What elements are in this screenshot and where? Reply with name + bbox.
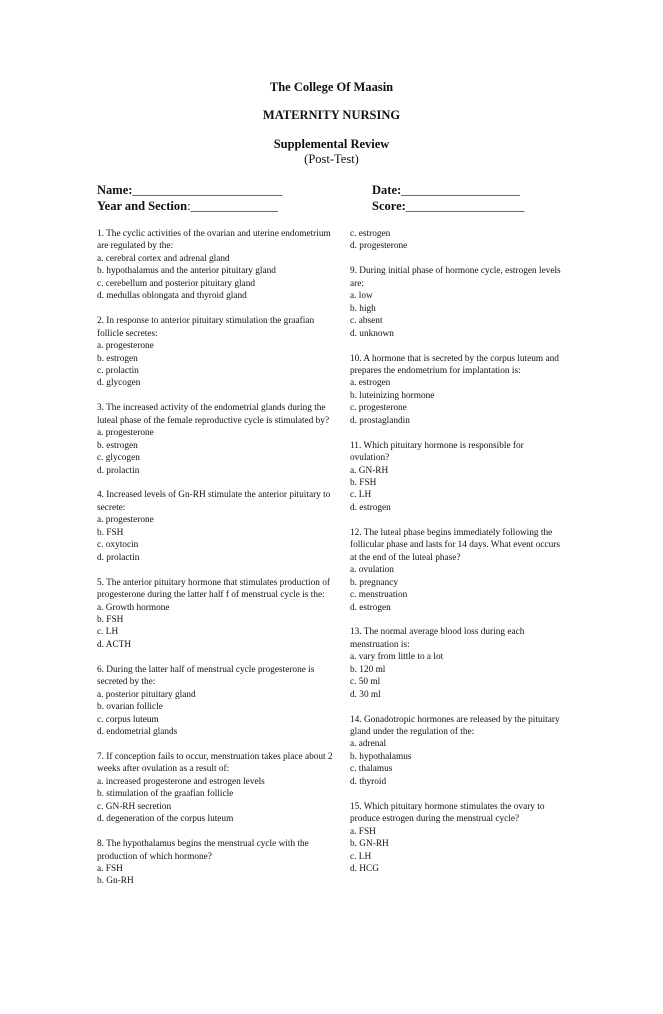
answer-choice: a. posterior pituitary gland <box>97 689 196 700</box>
name-line: ________________________ <box>132 183 283 197</box>
answer-choice: a. FSH <box>350 826 376 837</box>
answer-choice: b. estrogen <box>97 440 138 451</box>
answer-choice: c. 50 ml <box>350 677 381 688</box>
question-stem: 4. Increased levels of Gn-RH stimulate the anterior pituitary to secrete: <box>97 490 331 513</box>
answer-choice: d. medullas oblongata and thyroid gland <box>97 291 247 302</box>
question-stem: 10. A hormone that is secreted by the corpus luteum and prepares the endometrium for implantation is: <box>350 353 559 376</box>
document-title: Supplemental Review <box>273 137 390 151</box>
answer-choice: c. LH <box>97 627 119 638</box>
answer-choice: d. 30 ml <box>350 689 381 700</box>
question-block <box>350 801 565 876</box>
answer-choice: b. hypothalamus and the anterior pituitary gland <box>97 266 276 277</box>
answer-choice: d. progesterone <box>350 241 408 252</box>
answer-choice: a. increased progesterone and estrogen levels <box>97 776 265 787</box>
answer-choice: b. ovarian follicle <box>97 702 163 713</box>
answer-choice: c. glycogen <box>97 453 140 464</box>
college-name: The College Of Maasin <box>269 80 394 94</box>
question-stem: 12. The luteal phase begins immediately following the follicular phase and lasts for 14 days. What event occurs at the end of the luteal phase? <box>350 527 560 563</box>
question-stem: 11. Which pituitary hormone is responsible for ovulation? <box>350 440 524 464</box>
question-block <box>97 315 335 390</box>
question-block <box>350 353 565 428</box>
answer-choice: b. luteinizing hormone <box>350 390 435 401</box>
score-label: Score: <box>372 199 406 213</box>
answer-choice: d. endometrial glands <box>97 727 178 738</box>
answer-choice: d. thyroid <box>350 776 387 787</box>
answer-choice: d. prolactin <box>97 465 140 476</box>
question-stem: 3. The increased activity of the endometrial glands during the luteal phase of the female reproductive cycle is stimulated by? <box>97 403 330 426</box>
name-field <box>97 183 282 198</box>
answer-choice: b. estrogen <box>97 353 138 364</box>
answer-choice: d. estrogen <box>350 602 391 613</box>
answer-choice: a. ovulation <box>350 565 394 576</box>
question-block <box>97 577 335 652</box>
answer-choice: a. estrogen <box>350 378 391 389</box>
year-section-line: ______________ <box>190 199 279 213</box>
question-stem: 6. During the latter half of menstrual cycle progesterone is secreted by the: <box>97 664 315 688</box>
question-block <box>97 228 335 303</box>
answer-choice: d. ACTH <box>97 639 132 650</box>
answer-choice: c. menstruation <box>350 590 408 601</box>
answer-choice: d. unknown <box>350 328 394 339</box>
answer-choice: d. glycogen <box>97 378 141 389</box>
question-block <box>97 751 335 826</box>
answer-choice: a. Growth hormone <box>97 602 170 613</box>
answer-choice: d. HCG <box>350 864 379 874</box>
answer-choice: a. progesterone <box>97 428 154 439</box>
question-block <box>350 440 565 515</box>
right-question-column <box>350 228 565 888</box>
question-stem: 2. In response to anterior pituitary stimulation the graafian follicle secretes: <box>97 316 315 339</box>
answer-choice: a. low <box>350 291 373 302</box>
question-stem: 13. The normal average blood loss during each menstruation is: <box>350 627 525 650</box>
question-block <box>97 489 335 564</box>
answer-choice: b. FSH <box>350 478 377 489</box>
answer-choice: c. oxytocin <box>97 540 139 551</box>
question-block <box>97 664 335 739</box>
answer-choice: b. Gn-RH <box>97 876 134 887</box>
course-title: MATERNITY NURSING <box>262 108 401 122</box>
answer-choice: c. LH <box>350 851 372 862</box>
answer-choice: c. LH <box>350 490 372 501</box>
answer-choice: b. FSH <box>97 614 124 625</box>
question-block <box>350 265 565 340</box>
date-field <box>372 183 520 198</box>
score-line: ___________________ <box>405 199 525 213</box>
answer-choice: c. prolactin <box>97 365 139 376</box>
question-block <box>350 527 565 614</box>
answer-choice: c. progesterone <box>350 403 407 414</box>
answer-choice: b. FSH <box>97 527 124 538</box>
answer-choice: c. absent <box>350 316 383 327</box>
answer-choice: a. GN-RH <box>350 465 389 476</box>
year-section-label: Year and Section <box>97 199 188 213</box>
answer-choice: b. high <box>350 303 376 314</box>
year-section-field <box>97 199 278 214</box>
answer-choice: c. thalamus <box>350 764 393 775</box>
answer-choice: c. GN-RH secretion <box>97 801 172 812</box>
question-stem: 8. The hypothalamus begins the menstrual cycle with the production of which hormone? <box>97 839 309 862</box>
year-section-colon: : <box>187 199 191 213</box>
answer-choice: d. degeneration of the corpus luteum <box>97 814 234 825</box>
question-block <box>350 228 565 253</box>
left-question-column <box>97 228 335 900</box>
date-label: Date: <box>372 183 402 197</box>
answer-choice: a. vary from little to a lot <box>350 652 444 663</box>
answer-choice: b. GN-RH <box>350 839 389 850</box>
answer-choice: b. stimulation of the graafian follicle <box>97 789 234 800</box>
answer-choice: b. pregnancy <box>350 577 399 588</box>
question-block <box>350 714 565 789</box>
question-stem: 9. During initial phase of hormone cycle, estrogen levels are: <box>350 266 561 289</box>
question-stem: 14. Gonadotropic hormones are released by the pituitary gland under the regulation of the: <box>350 714 560 738</box>
answer-choice: a. adrenal <box>350 739 387 750</box>
answer-choice: c. estrogen <box>350 229 391 239</box>
question-stem: 5. The anterior pituitary hormone that stimulates production of progesterone during the latter half f of menstrual cycle is the: <box>97 577 330 601</box>
answer-choice: d. estrogen <box>350 502 391 513</box>
answer-choice: a. cerebral cortex and adrenal gland <box>97 253 230 264</box>
question-stem: 15. Which pituitary hormone stimulates the ovary to produce estrogen during the menstrual cycle? <box>350 801 545 825</box>
answer-choice: a. progesterone <box>97 341 154 352</box>
answer-choice: a. FSH <box>97 864 123 874</box>
question-block <box>97 402 335 477</box>
answer-choice: b. 120 ml <box>350 664 386 675</box>
question-block <box>97 838 335 888</box>
question-stem: 7. If conception fails to occur, menstruation takes place about 2 weeks after ovulation as a result of: <box>97 751 333 775</box>
answer-choice: d. prostaglandin <box>350 415 410 426</box>
answer-choice: b. hypothalamus <box>350 751 412 762</box>
answer-choice: a. progesterone <box>97 515 154 526</box>
name-label: Name: <box>97 183 133 197</box>
document-subtitle: (Post-Test) <box>304 152 359 166</box>
answer-choice: d. prolactin <box>97 552 140 563</box>
question-stem: 1. The cyclic activities of the ovarian and uterine endometrium are regulated by the: <box>97 229 331 252</box>
score-field <box>372 199 525 214</box>
answer-choice: c. corpus luteum <box>97 714 159 725</box>
answer-choice: c. cerebellum and posterior pituitary gland <box>97 278 255 289</box>
date-line: ___________________ <box>401 183 520 197</box>
question-block <box>350 626 565 701</box>
